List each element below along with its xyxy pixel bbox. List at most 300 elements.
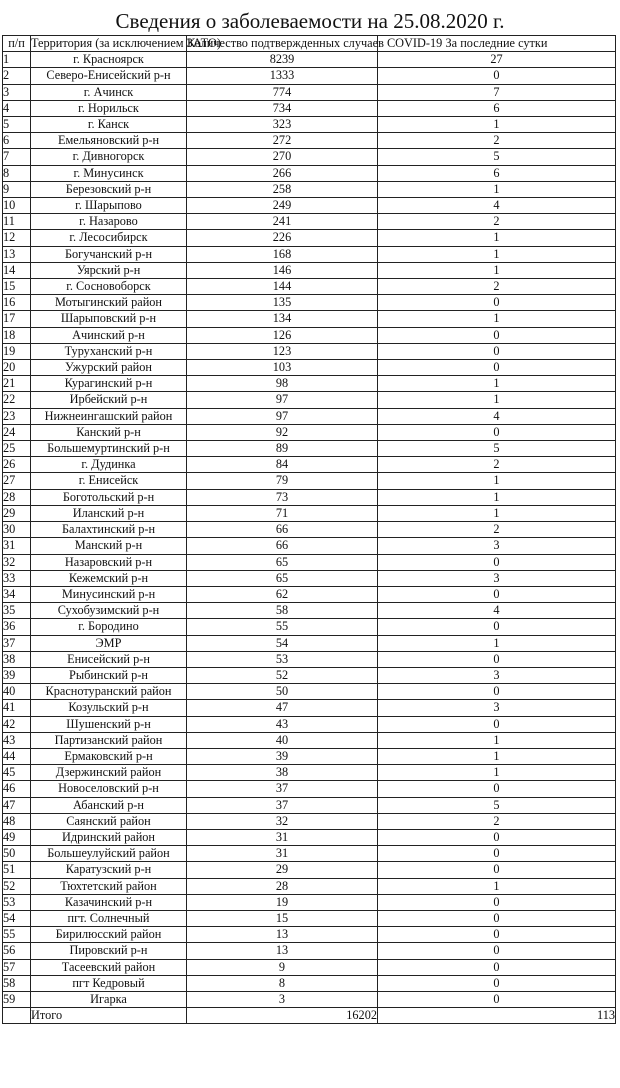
row-num: 16: [3, 295, 31, 311]
last-day-cell: 3: [378, 667, 616, 683]
last-day-cell: 1: [378, 878, 616, 894]
total-row: [3, 1008, 616, 1024]
territory-cell: Балахтинский р-н: [31, 522, 187, 538]
last-day-cell: 5: [378, 441, 616, 457]
territory-cell: ЭМР: [31, 635, 187, 651]
row-num: 20: [3, 360, 31, 376]
table-row: [3, 797, 616, 813]
last-day-cell: 0: [378, 975, 616, 991]
row-num: 59: [3, 991, 31, 1007]
table-row: [3, 846, 616, 862]
territory-cell: Ужурский район: [31, 360, 187, 376]
territory-cell: Пировский р-н: [31, 943, 187, 959]
total-cases-cell: 241: [187, 214, 378, 230]
territory-cell: г. Ачинск: [31, 84, 187, 100]
row-num: 23: [3, 408, 31, 424]
territory-cell: г. Назарово: [31, 214, 187, 230]
header-territory: Территория (за исключением ЗАТО): [31, 36, 221, 50]
row-num: 55: [3, 927, 31, 943]
table-row: [3, 52, 616, 68]
table-row: [3, 473, 616, 489]
territory-cell: Мотыгинский район: [31, 295, 187, 311]
last-day-cell: 1: [378, 117, 616, 133]
total-cases-cell: 40: [187, 732, 378, 748]
last-day-cell: 1: [378, 246, 616, 262]
row-num: 9: [3, 181, 31, 197]
total-cases-cell: 73: [187, 489, 378, 505]
row-num: 51: [3, 862, 31, 878]
total-num-cell: [3, 1008, 31, 1024]
last-day-cell: 2: [378, 279, 616, 295]
table-row: [3, 489, 616, 505]
table-row: [3, 262, 616, 278]
row-num: 33: [3, 570, 31, 586]
table-row: [3, 279, 616, 295]
row-num: 36: [3, 619, 31, 635]
territory-cell: Идринский район: [31, 829, 187, 845]
table-header: [3, 36, 616, 52]
row-num: 27: [3, 473, 31, 489]
territory-cell: Канский р-н: [31, 424, 187, 440]
table-row: [3, 117, 616, 133]
total-cases-cell: 38: [187, 765, 378, 781]
table-row: [3, 133, 616, 149]
last-day-cell: 6: [378, 165, 616, 181]
last-day-cell: 2: [378, 133, 616, 149]
total-last-day-value: 113: [378, 1008, 616, 1024]
row-num: 52: [3, 878, 31, 894]
last-day-cell: 0: [378, 716, 616, 732]
total-cases-cell: 103: [187, 360, 378, 376]
territory-cell: г. Енисейск: [31, 473, 187, 489]
total-cases-cell: 97: [187, 408, 378, 424]
total-cases-cell: 29: [187, 862, 378, 878]
table-row: [3, 392, 616, 408]
row-num: 17: [3, 311, 31, 327]
row-num: 1: [3, 52, 31, 68]
table-row: [3, 862, 616, 878]
territory-cell: Курагинский р-н: [31, 376, 187, 392]
row-num: 41: [3, 700, 31, 716]
last-day-cell: 1: [378, 635, 616, 651]
total-cases-cell: 66: [187, 538, 378, 554]
total-cases-cell: 126: [187, 327, 378, 343]
total-cases-cell: 272: [187, 133, 378, 149]
territory-cell: Казачинский р-н: [31, 894, 187, 910]
total-cases-cell: 1333: [187, 68, 378, 84]
last-day-cell: 7: [378, 84, 616, 100]
last-day-cell: 0: [378, 846, 616, 862]
table-row: [3, 100, 616, 116]
territory-cell: Рыбинский р-н: [31, 667, 187, 683]
table-row: [3, 84, 616, 100]
last-day-cell: 1: [378, 392, 616, 408]
total-cases-cell: 71: [187, 505, 378, 521]
table-row: [3, 457, 616, 473]
table-row: [3, 667, 616, 683]
last-day-cell: 0: [378, 991, 616, 1007]
territory-cell: Уярский р-н: [31, 262, 187, 278]
row-num: 12: [3, 230, 31, 246]
territory-cell: Минусинский р-н: [31, 586, 187, 602]
total-cases-cell: 19: [187, 894, 378, 910]
row-num: 43: [3, 732, 31, 748]
territory-cell: г. Дивногорск: [31, 149, 187, 165]
total-cases-cell: 168: [187, 246, 378, 262]
last-day-cell: 6: [378, 100, 616, 116]
total-cases-cell: 92: [187, 424, 378, 440]
last-day-cell: 0: [378, 829, 616, 845]
last-day-cell: 1: [378, 262, 616, 278]
row-num: 8: [3, 165, 31, 181]
territory-cell: г. Бородино: [31, 619, 187, 635]
territory-cell: Северо-Енисейский р-н: [31, 68, 187, 84]
total-cases-cell: 28: [187, 878, 378, 894]
territory-cell: г. Норильск: [31, 100, 187, 116]
row-num: 28: [3, 489, 31, 505]
table-row: [3, 505, 616, 521]
territory-cell: Каратузский р-н: [31, 862, 187, 878]
last-day-cell: 3: [378, 538, 616, 554]
territory-cell: Ермаковский р-н: [31, 748, 187, 764]
document-title: Сведения о заболеваемости на 25.08.2020 г.: [115, 9, 505, 33]
territory-cell: Шарыповский р-н: [31, 311, 187, 327]
total-cases-cell: 54: [187, 635, 378, 651]
territory-cell: Саянский район: [31, 813, 187, 829]
row-num: 49: [3, 829, 31, 845]
total-cases-cell: 37: [187, 781, 378, 797]
table-row: [3, 214, 616, 230]
territory-cell: Березовский р-н: [31, 181, 187, 197]
territory-cell: Игарка: [31, 991, 187, 1007]
row-num: 24: [3, 424, 31, 440]
total-cases-cell: 266: [187, 165, 378, 181]
territory-cell: Новоселовский р-н: [31, 781, 187, 797]
territory-cell: Боготольский р-н: [31, 489, 187, 505]
territory-cell: Нижнеингашский район: [31, 408, 187, 424]
last-day-cell: 4: [378, 198, 616, 214]
table-row: [3, 327, 616, 343]
territory-cell: Тюхтетский район: [31, 878, 187, 894]
territory-cell: Тасеевский район: [31, 959, 187, 975]
territory-cell: Емельяновский р-н: [31, 133, 187, 149]
total-cases-cell: 39: [187, 748, 378, 764]
last-day-cell: 0: [378, 894, 616, 910]
table-row: [3, 651, 616, 667]
table-row: [3, 603, 616, 619]
row-num: 58: [3, 975, 31, 991]
table-row: [3, 408, 616, 424]
territory-cell: Большеулуйский район: [31, 846, 187, 862]
table-row: [3, 538, 616, 554]
total-cases-cell: 123: [187, 343, 378, 359]
row-num: 46: [3, 781, 31, 797]
table-row: [3, 311, 616, 327]
total-cases-cell: 58: [187, 603, 378, 619]
last-day-cell: 1: [378, 748, 616, 764]
row-num: 10: [3, 198, 31, 214]
row-num: 37: [3, 635, 31, 651]
row-num: 11: [3, 214, 31, 230]
total-cases-cell: 13: [187, 927, 378, 943]
row-num: 40: [3, 684, 31, 700]
table-footer: [3, 1008, 616, 1024]
total-cases-cell: 52: [187, 667, 378, 683]
last-day-cell: 5: [378, 797, 616, 813]
total-cases-cell: 53: [187, 651, 378, 667]
table-row: [3, 716, 616, 732]
header-last-day: За последние сутки: [378, 36, 616, 52]
last-day-cell: 4: [378, 603, 616, 619]
territory-cell: Дзержинский район: [31, 765, 187, 781]
last-day-cell: 0: [378, 781, 616, 797]
table-row: [3, 586, 616, 602]
table-row: [3, 619, 616, 635]
total-cases-cell: 134: [187, 311, 378, 327]
table-row: [3, 360, 616, 376]
total-cases-cell: 65: [187, 570, 378, 586]
last-day-cell: 0: [378, 343, 616, 359]
last-day-cell: 1: [378, 489, 616, 505]
row-num: 53: [3, 894, 31, 910]
total-cases-cell: 43: [187, 716, 378, 732]
last-day-cell: 2: [378, 214, 616, 230]
last-day-cell: 0: [378, 943, 616, 959]
row-num: 15: [3, 279, 31, 295]
territory-cell: Кежемский р-н: [31, 570, 187, 586]
table-row: [3, 781, 616, 797]
table-row: [3, 927, 616, 943]
total-cases-cell: 89: [187, 441, 378, 457]
table-row: [3, 246, 616, 262]
table-row: [3, 894, 616, 910]
total-cases-cell: 734: [187, 100, 378, 116]
last-day-cell: 0: [378, 684, 616, 700]
total-cases-cell: 15: [187, 910, 378, 926]
total-cases-cell: 31: [187, 846, 378, 862]
last-day-cell: 1: [378, 181, 616, 197]
last-day-cell: 1: [378, 732, 616, 748]
last-day-cell: 5: [378, 149, 616, 165]
last-day-cell: 1: [378, 376, 616, 392]
territory-cell: Сухобузимский р-н: [31, 603, 187, 619]
table-row: [3, 441, 616, 457]
territory-cell: Партизанский район: [31, 732, 187, 748]
territory-cell: г. Шарыпово: [31, 198, 187, 214]
row-num: 39: [3, 667, 31, 683]
last-day-cell: 1: [378, 473, 616, 489]
territory-cell: Краснотуранский район: [31, 684, 187, 700]
last-day-cell: 2: [378, 813, 616, 829]
territory-cell: Иланский р-н: [31, 505, 187, 521]
row-num: 3: [3, 84, 31, 100]
row-num: 45: [3, 765, 31, 781]
table-row: [3, 748, 616, 764]
total-cases-cell: 323: [187, 117, 378, 133]
row-num: 21: [3, 376, 31, 392]
territory-cell: Назаровский р-н: [31, 554, 187, 570]
header-num: п/п: [3, 36, 31, 52]
total-cases-cell: 84: [187, 457, 378, 473]
table-row: [3, 198, 616, 214]
total-cases-cell: 226: [187, 230, 378, 246]
total-cases-value: 16202: [187, 1008, 378, 1024]
total-cases-cell: 8: [187, 975, 378, 991]
total-cases-cell: 79: [187, 473, 378, 489]
last-day-cell: 0: [378, 619, 616, 635]
last-day-cell: 4: [378, 408, 616, 424]
last-day-cell: 0: [378, 295, 616, 311]
last-day-cell: 0: [378, 360, 616, 376]
table-row: [3, 732, 616, 748]
row-num: 31: [3, 538, 31, 554]
total-cases-cell: 31: [187, 829, 378, 845]
table-row: [3, 295, 616, 311]
last-day-cell: 1: [378, 505, 616, 521]
table-row: [3, 878, 616, 894]
total-cases-cell: 66: [187, 522, 378, 538]
row-num: 47: [3, 797, 31, 813]
row-num: 44: [3, 748, 31, 764]
table-row: [3, 376, 616, 392]
last-day-cell: 1: [378, 230, 616, 246]
header-row: [3, 36, 616, 52]
territory-cell: г. Минусинск: [31, 165, 187, 181]
row-num: 25: [3, 441, 31, 457]
table-row: [3, 149, 616, 165]
territory-cell: Козульский р-н: [31, 700, 187, 716]
last-day-cell: 3: [378, 570, 616, 586]
row-num: 54: [3, 910, 31, 926]
table-row: [3, 943, 616, 959]
territory-cell: пгт Кедровый: [31, 975, 187, 991]
row-num: 29: [3, 505, 31, 521]
territory-cell: Большемуртинский р-н: [31, 441, 187, 457]
row-num: 7: [3, 149, 31, 165]
last-day-cell: 0: [378, 554, 616, 570]
table-row: [3, 635, 616, 651]
last-day-cell: 3: [378, 700, 616, 716]
row-num: 22: [3, 392, 31, 408]
table-row: [3, 570, 616, 586]
total-cases-cell: 146: [187, 262, 378, 278]
territory-cell: Абанский р-н: [31, 797, 187, 813]
table-row: [3, 343, 616, 359]
table-row: [3, 813, 616, 829]
row-num: 14: [3, 262, 31, 278]
covid-cases-table: [2, 35, 616, 1024]
row-num: 13: [3, 246, 31, 262]
last-day-cell: 0: [378, 862, 616, 878]
total-cases-cell: 62: [187, 586, 378, 602]
total-cases-cell: 9: [187, 959, 378, 975]
table-row: [3, 910, 616, 926]
table-row: [3, 700, 616, 716]
territory-cell: Бирилюсский район: [31, 927, 187, 943]
table-row: [3, 829, 616, 845]
last-day-cell: 27: [378, 52, 616, 68]
total-cases-cell: 270: [187, 149, 378, 165]
last-day-cell: 1: [378, 311, 616, 327]
total-cases-cell: 8239: [187, 52, 378, 68]
territory-cell: Шушенский р-н: [31, 716, 187, 732]
row-num: 48: [3, 813, 31, 829]
total-cases-cell: 55: [187, 619, 378, 635]
table-row: [3, 959, 616, 975]
row-num: 57: [3, 959, 31, 975]
table-row: [3, 765, 616, 781]
row-num: 34: [3, 586, 31, 602]
row-num: 42: [3, 716, 31, 732]
territory-cell: г. Лесосибирск: [31, 230, 187, 246]
total-cases-cell: 47: [187, 700, 378, 716]
total-cases-cell: 144: [187, 279, 378, 295]
table-row: [3, 165, 616, 181]
row-num: 26: [3, 457, 31, 473]
total-cases-cell: 13: [187, 943, 378, 959]
total-cases-cell: 32: [187, 813, 378, 829]
row-num: 35: [3, 603, 31, 619]
row-num: 38: [3, 651, 31, 667]
row-num: 56: [3, 943, 31, 959]
total-cases-cell: 50: [187, 684, 378, 700]
last-day-cell: 0: [378, 651, 616, 667]
territory-cell: Ачинский р-н: [31, 327, 187, 343]
row-num: 50: [3, 846, 31, 862]
total-label: Итого: [31, 1008, 187, 1024]
last-day-cell: 0: [378, 424, 616, 440]
row-num: 4: [3, 100, 31, 116]
total-cases-cell: 135: [187, 295, 378, 311]
row-num: 5: [3, 117, 31, 133]
total-cases-cell: 258: [187, 181, 378, 197]
last-day-cell: 0: [378, 68, 616, 84]
row-num: 19: [3, 343, 31, 359]
territory-cell: г. Дудинка: [31, 457, 187, 473]
table-row: [3, 975, 616, 991]
total-cases-cell: 97: [187, 392, 378, 408]
last-day-cell: 2: [378, 522, 616, 538]
row-num: 6: [3, 133, 31, 149]
table-row: [3, 991, 616, 1007]
last-day-cell: 0: [378, 327, 616, 343]
table-row: [3, 522, 616, 538]
territory-cell: пгт. Солнечный: [31, 910, 187, 926]
total-cases-cell: 774: [187, 84, 378, 100]
table-row: [3, 424, 616, 440]
total-cases-cell: 3: [187, 991, 378, 1007]
last-day-cell: 0: [378, 927, 616, 943]
territory-cell: Енисейский р-н: [31, 651, 187, 667]
table-body: [3, 52, 616, 1008]
row-num: 32: [3, 554, 31, 570]
total-cases-cell: 98: [187, 376, 378, 392]
territory-cell: Манский р-н: [31, 538, 187, 554]
row-num: 18: [3, 327, 31, 343]
table-row: [3, 68, 616, 84]
territory-cell: г. Канск: [31, 117, 187, 133]
row-num: 30: [3, 522, 31, 538]
last-day-cell: 2: [378, 457, 616, 473]
total-cases-cell: 65: [187, 554, 378, 570]
last-day-cell: 0: [378, 959, 616, 975]
territory-cell: Богучанский р-н: [31, 246, 187, 262]
territory-cell: г. Красноярск: [31, 52, 187, 68]
territory-cell: Ирбейский р-н: [31, 392, 187, 408]
header-total-cases: Количество подтвержденных случаев COVID-19: [187, 36, 443, 50]
table-row: [3, 230, 616, 246]
total-cases-cell: 249: [187, 198, 378, 214]
